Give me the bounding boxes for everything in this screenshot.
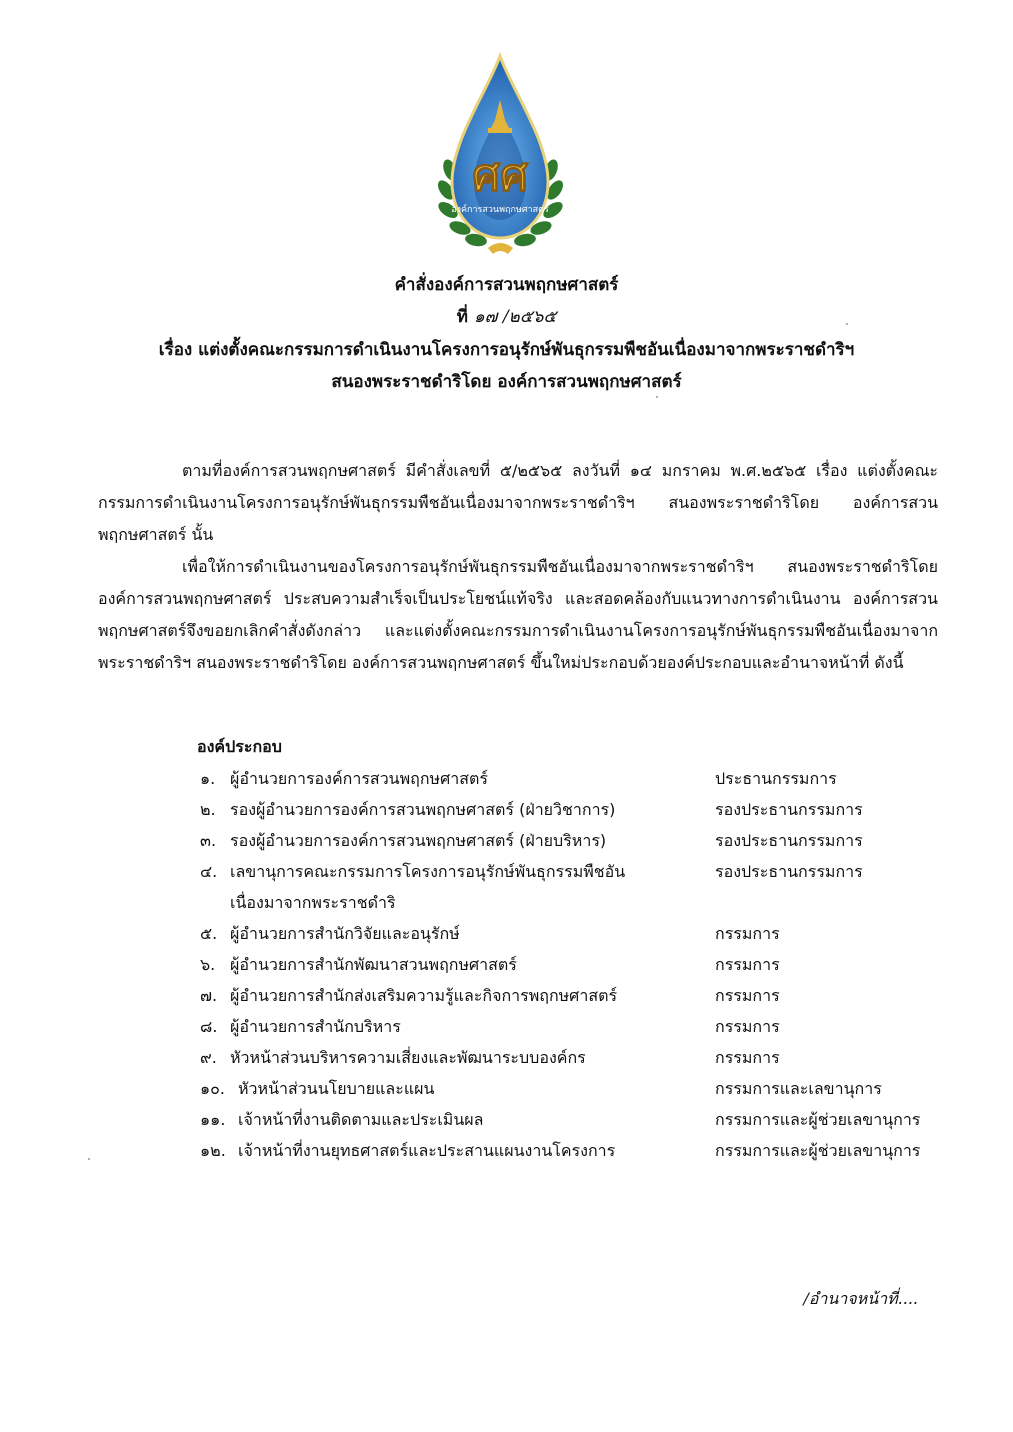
member-name: เจ้าหน้าที่งานติดตามและประเมินผล [238,1110,484,1129]
member-role: กรรมการ [715,986,780,1005]
member-role: กรรมการและผู้ช่วยเลขานุการ [715,1110,921,1129]
member-name: ผู้อำนวยการสำนักบริหาร [230,1017,401,1036]
member-name: หัวหน้าส่วนบริหารความเสี่ยงและพัฒนาระบบองค์กร [230,1048,586,1067]
member-role: รองประธานกรรมการ [715,800,863,819]
member-name: ผู้อำนวยการสำนักพัฒนาสวนพฤกษศาสตร์ [230,955,517,974]
member-row [200,1042,960,1073]
member-row [200,763,960,794]
member-number: ๕. [200,924,218,943]
member-name: รองผู้อำนวยการองค์การสวนพฤกษศาสตร์ (ฝ่ายบริหาร) [230,831,607,850]
svg-text:องค์การสวนพฤกษศาสตร์: องค์การสวนพฤกษศาสตร์ [451,205,549,215]
member-role: กรรมการและผู้ช่วยเลขานุการ [715,1141,921,1160]
order-number [0,303,1013,330]
member-number: ๒. [200,800,216,819]
subject-line-2: สนองพระราชดำริโดย องค์การสวนพฤกษศาสตร์ [331,372,682,392]
order-title: คำสั่งองค์การสวนพฤกษศาสตร์ [394,275,619,295]
member-number: ๙. [200,1048,217,1067]
body-text [98,455,938,679]
member-row [200,949,960,980]
subject-line-1: เรื่อง แต่งตั้งคณะกรรมการดำเนินงานโครงการอนุรักษ์พันธุกรรมพืชอันเนื่องมาจากพระราชดำริฯ [158,340,855,360]
member-role: กรรมการและเลขานุการ [715,1079,882,1098]
member-name: เจ้าหน้าที่งานยุทธศาสตร์และประสานแผนงานโครงการ [238,1141,616,1160]
member-row [200,1073,960,1104]
member-role: กรรมการ [715,955,780,974]
member-list [200,763,960,1166]
member-role: รองประธานกรรมการ [715,831,863,850]
member-row [200,1011,960,1042]
scan-speck [846,323,848,325]
order-number-value: ๑๗ /๒๕๖๕ [473,307,557,327]
member-number: ๔. [200,862,218,881]
paragraph-1: ตามที่องค์การสวนพฤกษศาสตร์ มีคำสั่งเลขที่ ๕/๒๕๖๕ ลงวันที่ ๑๔ มกราคม พ.ศ.๒๕๖๕ เรื่อง แต่งตั้งคณะกรรมการดำเนินงานโครงการอนุรักษ์พันธุกรรมพืชอันเนื่องมาจากพระราชดำริฯ สนองพระราชดำริโดย องค์การสวนพฤกษศาสตร์ นั้น [98,461,938,544]
member-number: ๖. [200,955,216,974]
scan-speck [656,396,658,398]
royal-emblem-drop-icon [428,50,573,260]
member-number: ๓. [200,831,217,850]
member-row [200,794,960,825]
member-name: ผู้อำนวยการองค์การสวนพฤกษศาสตร์ [230,769,488,788]
order-number-prefix: ที่ [456,307,468,327]
member-role: กรรมการ [715,1017,780,1036]
member-number: ๑. [200,769,216,788]
member-number: ๑๐. [200,1079,226,1098]
paragraph-2: เพื่อให้การดำเนินงานของโครงการอนุรักษ์พันธุกรรมพืชอันเนื่องมาจากพระราชดำริฯ สนองพระราชดำริโดย องค์การสวนพฤกษศาสตร์ ประสบความสำเร็จเป็นประโยชน์แท้จริง และสอดคล้องกับแนวทางการดำเนินงาน องค์การสวนพฤกษศาสตร์จึงขอยกเลิกคำสั่งดังกล่าว และแต่งตั้งคณะกรรมการดำเนินงานโครงการอนุรักษ์พันธุกรรมพืชอันเนื่องมาจากพระราชดำริฯ สนองพระราชดำริโดย องค์การสวนพฤกษศาสตร์ ขึ้นใหม่ประกอบด้วยองค์ประกอบและอำนาจหน้าที่ ดังนี้ [98,557,938,672]
member-name: รองผู้อำนวยการองค์การสวนพฤกษศาสตร์ (ฝ่ายวิชาการ) [230,800,616,819]
member-name: หัวหน้าส่วนนโยบายและแผน [238,1079,435,1098]
member-number: ๗. [200,986,218,1005]
member-role: กรรมการ [715,1048,780,1067]
member-row [200,856,960,918]
member-number: ๘. [200,1017,218,1036]
svg-text:ศศ: ศศ [472,150,528,201]
scan-speck [88,1158,90,1160]
member-number: ๑๒. [200,1141,226,1160]
member-row [200,918,960,949]
member-role: รองประธานกรรมการ [715,862,863,881]
member-row [200,980,960,1011]
member-row [200,1135,960,1166]
member-name: ผู้อำนวยการสำนักส่งเสริมความรู้และกิจการพฤกษศาสตร์ [230,986,618,1005]
composition-title: องค์ประกอบ [197,737,282,756]
continuation-note: /อำนาจหน้าที่.... [803,1289,918,1308]
member-row [200,1104,960,1135]
member-role: ประธานกรรมการ [715,769,837,788]
member-name: เลขานุการคณะกรรมการโครงการอนุรักษ์พันธุกรรมพืชอันเนื่องมาจากพระราชดำริ [230,862,626,912]
member-name: ผู้อำนวยการสำนักวิจัยและอนุรักษ์ [230,924,460,943]
member-number: ๑๑. [200,1110,226,1129]
member-row [200,825,960,856]
member-role: กรรมการ [715,924,780,943]
